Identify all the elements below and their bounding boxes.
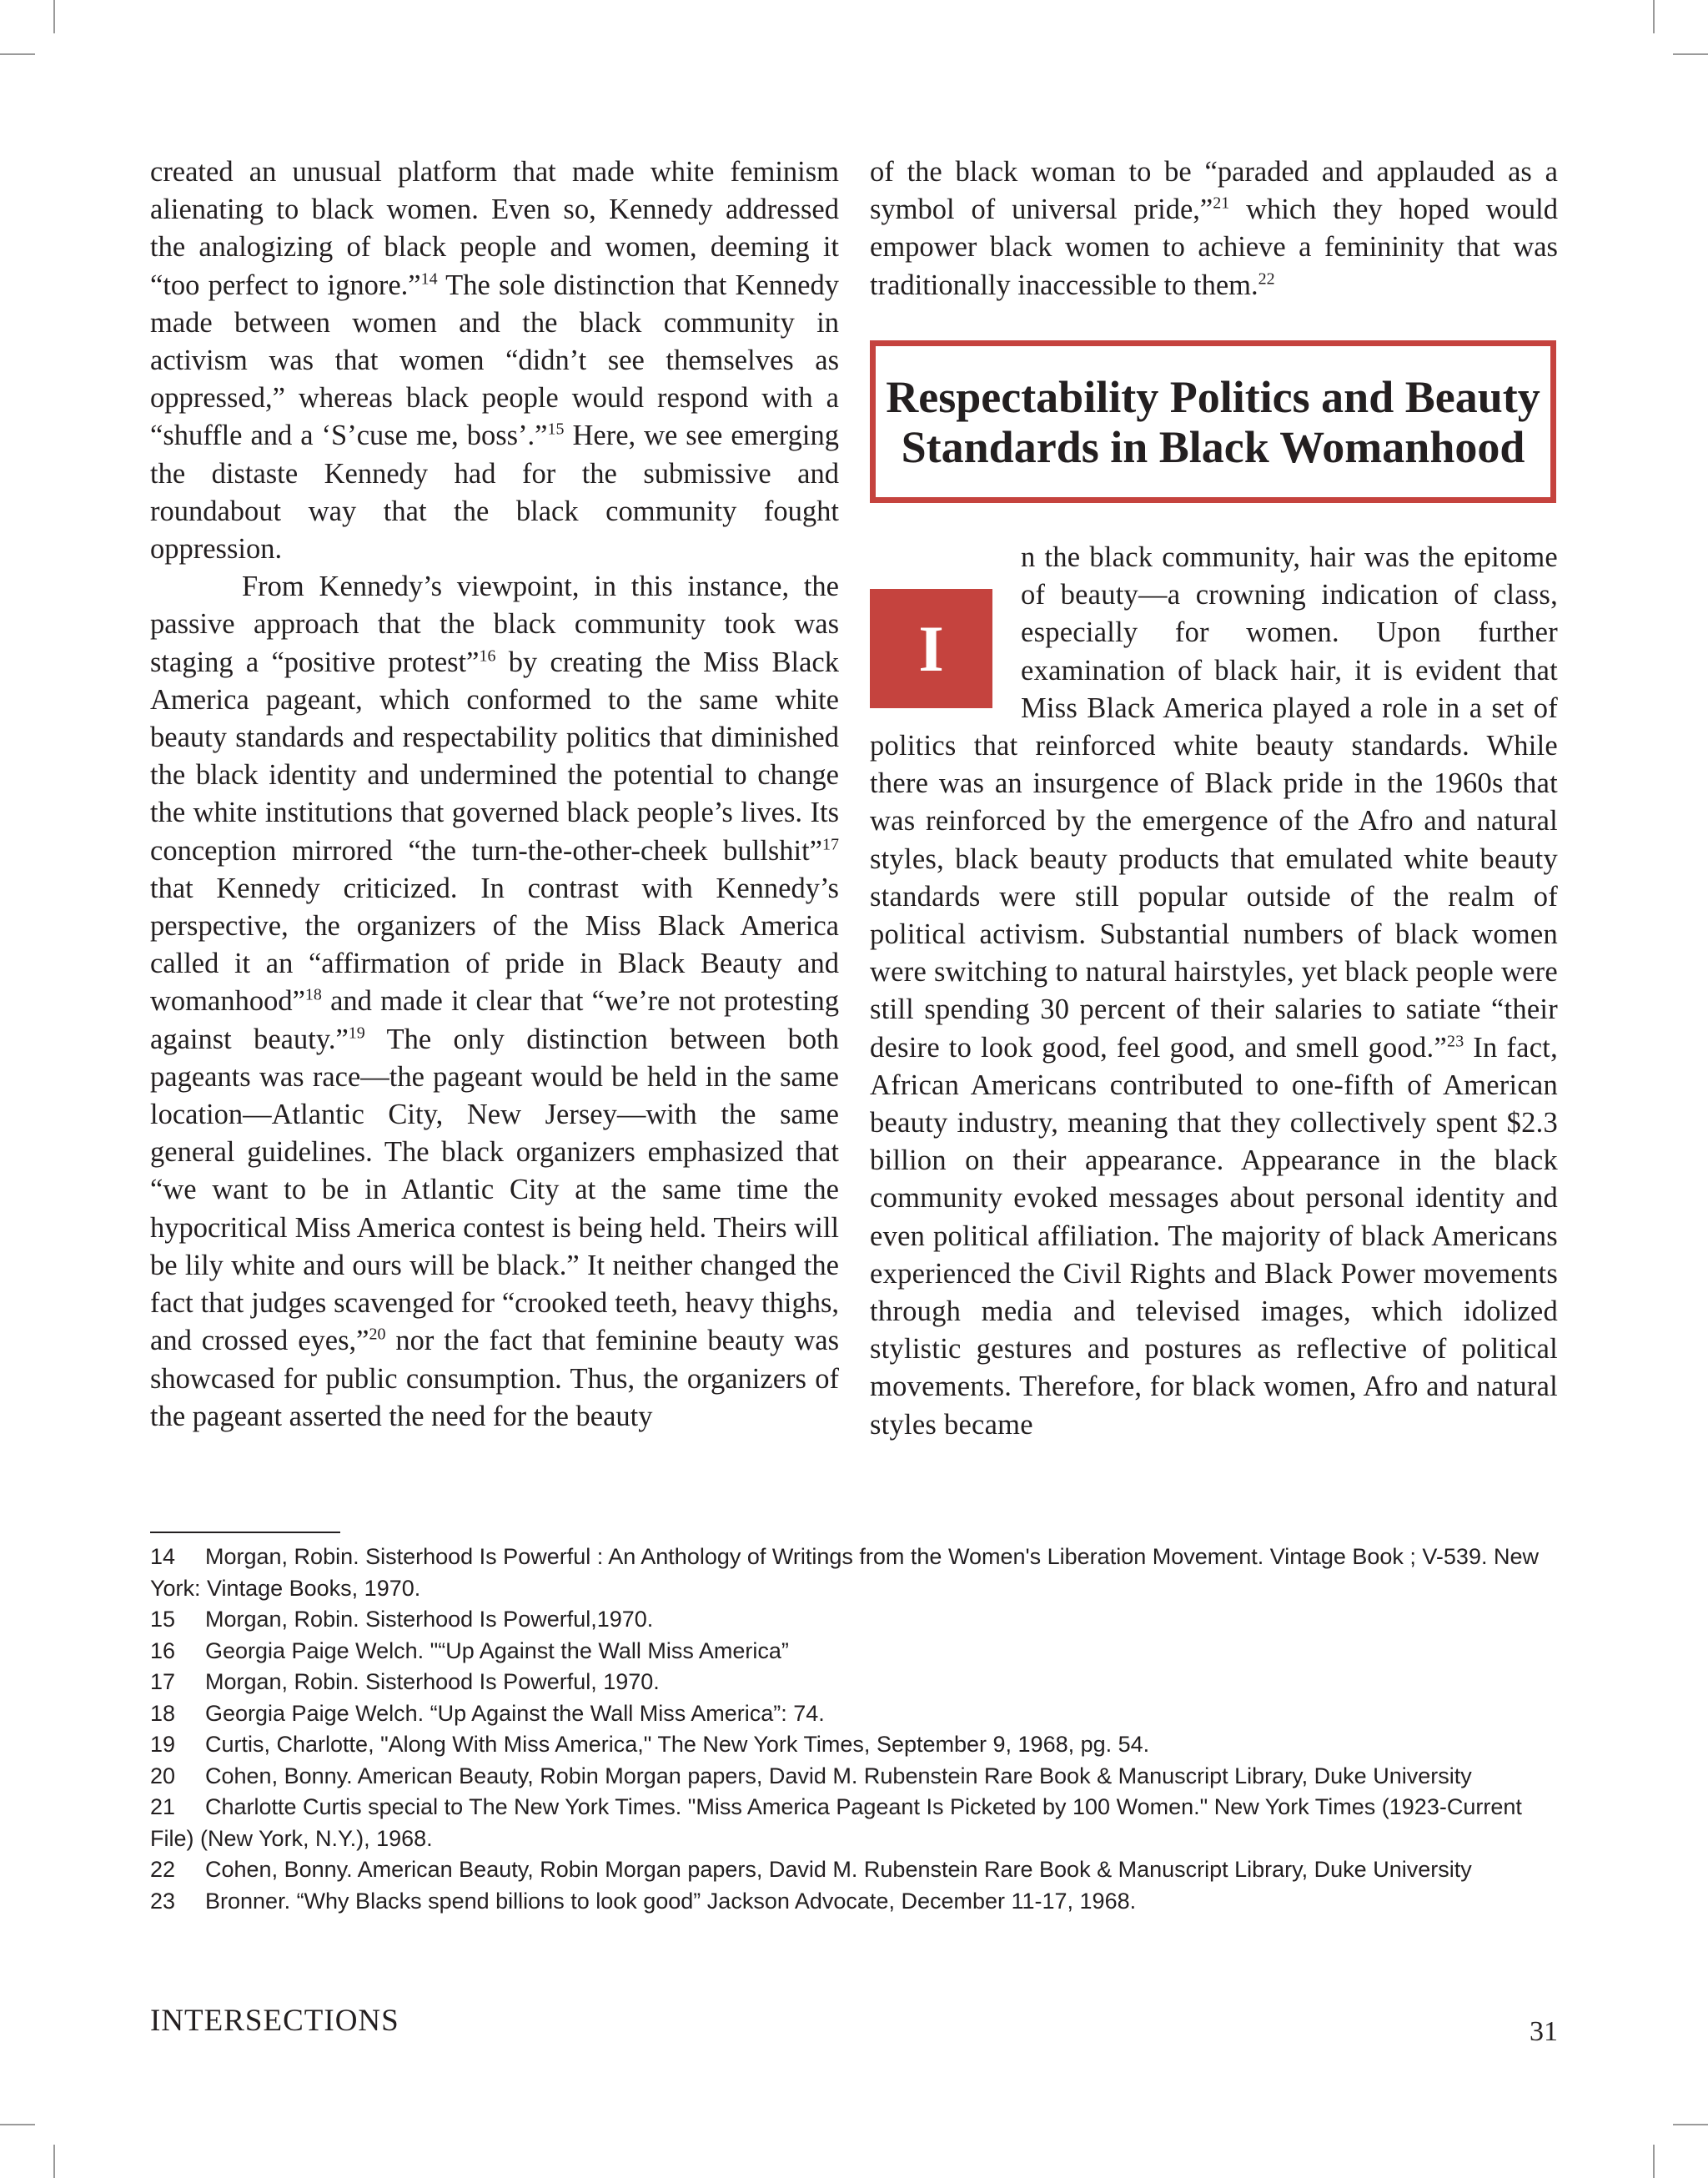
footnote-text: Curtis, Charlotte, "Along With Miss America," The New York Times, September 9, 1968, pg. 54. bbox=[205, 1732, 1150, 1757]
footnote-ref: 19 bbox=[348, 1024, 365, 1043]
text-run: Here, we see emerging the distaste Kennedy had for the submissive and roundabout way that the black community fought oppression. bbox=[150, 420, 839, 566]
right-column-top bbox=[870, 153, 1558, 304]
crop-mark bbox=[1653, 2145, 1655, 2178]
left-paragraph-1 bbox=[150, 153, 839, 568]
footnote-ref: 20 bbox=[369, 1325, 386, 1344]
footnote-number: 16 bbox=[150, 1637, 176, 1663]
footnote-number: 19 bbox=[150, 1732, 176, 1757]
crop-mark bbox=[53, 2145, 55, 2178]
footnote bbox=[150, 1854, 1560, 1886]
footnote-divider bbox=[150, 1532, 340, 1533]
text-run: that Kennedy criticized. In contrast with Kennedy’s perspective, the organizers of the Miss Black America called it an “affirmation of pride in Black Beauty and womanhood” bbox=[150, 872, 839, 1018]
footnote bbox=[150, 1761, 1560, 1793]
footnote-number: 20 bbox=[150, 1763, 176, 1788]
text-run: nor the fact that feminine beauty was showcased for public consumption. Thus, the organizers of the pageant asserted the need for the beauty bbox=[150, 1325, 839, 1432]
text-run: In fact, African Americans contributed to one-fifth of American beauty industry, meaning that they collectively spent $2.3 billion on their appearance. Appearance in the black community evoked messages about personal identity and even political affiliation. The majority of black Americans experienced the Civil Rights and Black Power movements through media and televised images, which idolized stylistic gestures and postures as reflective of political movements. Therefore, for black women, Afro and natural styles became bbox=[870, 1031, 1558, 1441]
footnote-number: 15 bbox=[150, 1607, 176, 1632]
footnote-text: Charlotte Curtis special to The New York Times. "Miss America Pageant Is Picketed by 100 Women." New York Times (1923-Current File) (New York, N.Y.), 1968. bbox=[150, 1794, 1522, 1851]
crop-mark bbox=[0, 53, 35, 55]
crop-mark bbox=[53, 0, 55, 33]
footnote bbox=[150, 1604, 1560, 1636]
footnote bbox=[150, 1729, 1560, 1761]
footnotes bbox=[150, 1542, 1560, 1917]
footnote-ref: 14 bbox=[420, 269, 438, 289]
footnote-text: Morgan, Robin. Sisterhood Is Powerful,1970. bbox=[205, 1607, 654, 1632]
footnote-ref: 18 bbox=[304, 985, 322, 1004]
footnote-text: Bronner. “Why Blacks spend billions to look good” Jackson Advocate, December 11-17, 1968. bbox=[205, 1888, 1137, 1914]
crop-mark bbox=[1673, 2124, 1708, 2125]
footnote-ref: 17 bbox=[822, 835, 839, 854]
footnote-text: Georgia Paige Welch. “Up Against the Wall Miss America”: 74. bbox=[205, 1700, 825, 1726]
footnote bbox=[150, 1886, 1560, 1918]
footnote-text: Cohen, Bonny. American Beauty, Robin Morgan papers, David M. Rubenstein Rare Book & Manuscript Library, Duke University bbox=[205, 1763, 1472, 1788]
right-column-body bbox=[870, 539, 1558, 1444]
footnote-ref: 15 bbox=[547, 420, 565, 439]
footnote bbox=[150, 1698, 1560, 1730]
footnote-ref: 22 bbox=[1258, 269, 1275, 289]
text-run: The sole distinction that Kennedy made between women and the black community in activism was that women “didn’t see themselves as oppressed,” whereas black people would respond with a “shuffle and a ‘S’cuse me, boss’.” bbox=[150, 269, 839, 452]
crop-mark bbox=[1673, 53, 1708, 55]
footnote-ref: 23 bbox=[1446, 1032, 1464, 1051]
text-run: which they hoped would empower black women to achieve a femininity that was traditionally inaccessible to them. bbox=[870, 194, 1558, 301]
footnote bbox=[150, 1667, 1560, 1698]
footnote-text: Morgan, Robin. Sisterhood Is Powerful, 1970. bbox=[205, 1669, 660, 1694]
text-run: From Kennedy’s viewpoint, in this instance, the passive approach that the black community took was staging a “positive protest” bbox=[150, 571, 839, 678]
footnote bbox=[150, 1636, 1560, 1667]
footnote-number: 14 bbox=[150, 1544, 176, 1569]
page-number: 31 bbox=[1530, 2016, 1558, 2047]
text-run: by creating the Miss Black America pageant, which conformed to the same white beauty standards and respectability politics that diminished the black identity and undermined the potential to change the white institutions that governed black people’s lives. Its conception mirrored “the turn-the-other-cheek bullshit” bbox=[150, 646, 839, 867]
footnote bbox=[150, 1542, 1560, 1604]
publication-title: INTERSECTIONS bbox=[150, 2004, 399, 2038]
text-run: created an unusual platform that made white feminism alienating to black women. Even so, Kennedy addressed the analogizing of black people and women, deeming it “too perfect to ignore.” bbox=[150, 156, 839, 301]
left-column bbox=[150, 153, 839, 1436]
text-run: of the black woman to be “paraded and applauded as a symbol of universal pride,” bbox=[870, 156, 1558, 226]
text-run: and made it clear that “we’re not protesting against beauty.” bbox=[150, 985, 839, 1055]
footnote-number: 21 bbox=[150, 1794, 176, 1819]
text-run: The only distinction between both pageants was race—the pageant would be held in the same location—Atlantic City, New Jersey—with the same general guidelines. The black organizers emphasized that “we want to be in Atlantic City at the same time the hypocritical Miss America contest is being held. Theirs will be lily white and ours will be black.” It neither changed the fact that judges scavenged for “crooked teeth, heavy thighs, and crossed eyes,” bbox=[150, 1023, 839, 1357]
footnote-ref: 16 bbox=[479, 646, 496, 666]
left-paragraph-2 bbox=[150, 568, 839, 1436]
right-paragraph-1 bbox=[870, 153, 1558, 304]
footnote-text: Morgan, Robin. Sisterhood Is Powerful : An Anthology of Writings from the Women's Liberation Movement. Vintage Book ; V-539. New York: Vintage Books, 1970. bbox=[150, 1544, 1539, 1601]
section-heading: Respectability Politics and Beauty Standards in Black Womanhood bbox=[886, 371, 1540, 472]
footnote-number: 23 bbox=[150, 1888, 176, 1914]
footnote-number: 17 bbox=[150, 1669, 176, 1694]
text-run: n the black community, hair was the epitome of beauty—a crowning indication of class, especially for women. Upon further examination of black hair, it is evident that Miss Black America played a role in a set of politics that reinforced white beauty standards. While there was an insurgence of Black pride in the 1960s that was reinforced by the emergence of the Afro and natural styles, black beauty products that emulated white beauty standards were still popular outside of the realm of political activism. Substantial numbers of black women were switching to natural hairstyles, yet black people were still spending 30 percent of their salaries to satiate “their desire to look good, feel good, and smell good.” bbox=[870, 541, 1558, 1064]
footnote-text: Georgia Paige Welch. "“Up Against the Wall Miss America” bbox=[205, 1637, 789, 1663]
footnote-number: 22 bbox=[150, 1857, 176, 1882]
crop-mark bbox=[1653, 0, 1655, 33]
footnote bbox=[150, 1792, 1560, 1854]
section-heading-box bbox=[870, 340, 1556, 503]
crop-mark bbox=[0, 2124, 35, 2125]
drop-cap: I bbox=[870, 589, 992, 708]
footnote-number: 18 bbox=[150, 1700, 176, 1726]
footnote-ref: 21 bbox=[1213, 194, 1230, 213]
footnote-text: Cohen, Bonny. American Beauty, Robin Morgan papers, David M. Rubenstein Rare Book & Manuscript Library, Duke University bbox=[205, 1857, 1472, 1882]
